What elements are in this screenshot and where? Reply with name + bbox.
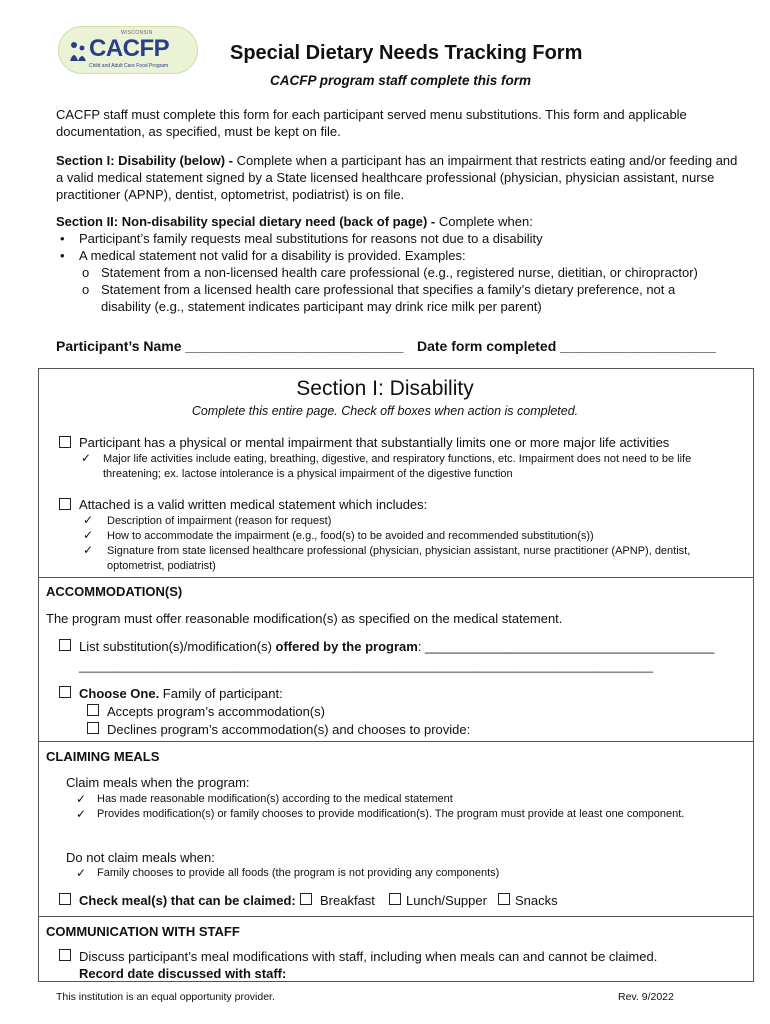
lunch-supper-label: Lunch/Supper	[406, 893, 487, 908]
sub-bullet-mark: o	[82, 282, 90, 297]
form-title: Special Dietary Needs Tracking Form	[230, 42, 583, 64]
check-meals-checkbox[interactable]	[59, 893, 71, 905]
statement-check: How to accommodate the impairment (e.g., food(s) to be avoided and recommended substitution(s))	[107, 530, 594, 542]
snacks-label: Snacks	[515, 893, 558, 908]
section2-intro-label: Section II	[56, 214, 114, 229]
section2-intro-text: Complete when:	[435, 214, 533, 229]
bullet-mark: •	[60, 231, 65, 246]
bullet-mark: •	[60, 248, 65, 263]
checkmark-icon: ✓	[76, 807, 87, 821]
not-claim-label: Do not claim meals when:	[66, 850, 215, 865]
section1-intro-label-rest: : Disability (below) -	[110, 153, 233, 168]
date-completed-field[interactable]: Date form completed ____________________	[417, 338, 716, 354]
logo-pretext: WISCONSIN	[121, 30, 153, 36]
claim-check: Provides modification(s) or family chooses to provide modification(s). The program must provide at least one component.	[97, 808, 685, 820]
claim-check: Has made reasonable modification(s) according to the medical statement	[97, 793, 453, 805]
section1-intro-label: Section I	[56, 153, 111, 168]
divider	[38, 741, 754, 742]
accommodation-heading: ACCOMMODATION(S)	[46, 584, 183, 599]
impairment-note: Major life activities include eating, breathing, digestive, and respiratory functions, etc. Impairment does not need to be life threatening; ex. lactose intolerance is a physical impairment of the digestive function	[103, 453, 692, 480]
choose-one-text: Family of participant:	[159, 686, 283, 701]
substitution-line[interactable]: : ________________________________________	[417, 639, 715, 654]
checkmark-icon: ✓	[76, 866, 87, 880]
sub-bullet-mark: o	[82, 265, 90, 280]
checkmark-icon: ✓	[83, 513, 94, 527]
section1-subtitle: Complete this entire page. Check off boxes when action is completed.	[191, 404, 579, 418]
section2-sub-bullet: Statement from a non-licensed health care professional (e.g., registered nurse, dietitian, or chiropractor)	[101, 265, 698, 280]
discuss-label: Discuss participant’s meal modifications with staff, including when meals can and cannot be claimed.	[79, 949, 658, 964]
discuss-checkbox[interactable]	[59, 949, 71, 961]
claim-when-label: Claim meals when the program:	[66, 775, 250, 790]
check-meals-label: Check meal(s) that can be claimed:	[79, 893, 296, 908]
checkmark-icon: ✓	[83, 543, 94, 557]
checkmark-icon: ✓	[76, 792, 87, 806]
section2-bullet: Participant’s family requests meal substitutions for reasons not due to a disability	[79, 231, 543, 246]
declines-label: Declines program’s accommodation(s) and chooses to provide:	[107, 722, 471, 737]
revision-date: Rev. 9/2022	[618, 991, 674, 1003]
impairment-label: Participant has a physical or mental impairment that substantially limits one or more major life activities	[79, 435, 670, 450]
divider	[38, 577, 754, 578]
checkmark-icon: ✓	[81, 451, 92, 465]
choose-one-label	[79, 685, 283, 702]
lunch-supper-checkbox[interactable]	[389, 893, 401, 905]
accepts-label: Accepts program’s accommodation(s)	[107, 704, 325, 719]
breakfast-label: Breakfast	[320, 893, 375, 908]
section2-intro	[56, 213, 746, 230]
intro-text: CACFP staff must complete this form for each participant served menu substitutions. This form and applicable documentation, as specified, must be kept on file.	[56, 107, 687, 139]
section1-intro-text: Complete when a participant has an impairment that restricts eating and/or feeding and a valid medical statement signed by a State licensed healthcare professional (physician, physician assistant, nurse practitioner (APNP), dentist, optometrist, podiatrist) is on file.	[56, 153, 738, 202]
footer-note: This institution is an equal opportunity provider.	[56, 991, 275, 1003]
section2-bullet: A medical statement not valid for a disability is provided. Examples:	[79, 248, 466, 263]
statement-check: Signature from state licensed healthcare professional (physician, physician assistant, nurse practitioner (APNP), dentist, optometrist, podiatrist)	[107, 545, 691, 572]
section2-intro-label-rest: : Non-disability special dietary need (back of page) -	[113, 214, 436, 229]
substitution-label-a: List substitution(s)/modification(s)	[79, 639, 276, 654]
logo-text: CACFP	[89, 35, 170, 62]
divider	[38, 916, 754, 917]
substitution-line-2[interactable]: ______________________________________________________________________________________	[79, 659, 653, 673]
section1-intro	[56, 152, 746, 203]
medical-statement-checkbox[interactable]	[59, 498, 71, 510]
claiming-heading: CLAIMING MEALS	[46, 749, 160, 764]
accommodation-text: The program must offer reasonable modification(s) as specified on the medical statement.	[46, 611, 563, 626]
choose-one-checkbox[interactable]	[59, 686, 71, 698]
medical-statement-label: Attached is a valid written medical statement which includes:	[79, 497, 428, 512]
logo-subtext: Child and Adult Care Food Program	[89, 63, 169, 69]
cacfp-logo	[58, 26, 198, 74]
communication-heading: COMMUNICATION WITH STAFF	[46, 924, 240, 939]
snacks-checkbox[interactable]	[498, 893, 510, 905]
family-icon	[69, 41, 87, 61]
breakfast-checkbox[interactable]	[300, 893, 312, 905]
substitution-checkbox[interactable]	[59, 639, 71, 651]
participant-name-field[interactable]: Participant’s Name ____________________________	[56, 338, 404, 354]
checkmark-icon: ✓	[83, 528, 94, 542]
substitution-label	[79, 638, 714, 655]
substitution-label-b: offered by the program	[275, 639, 418, 654]
statement-check: Description of impairment (reason for request)	[107, 515, 332, 527]
record-date-label[interactable]: Record date discussed with staff:	[79, 966, 287, 981]
accepts-checkbox[interactable]	[87, 704, 99, 716]
not-claim-check: Family chooses to provide all foods (the program is not providing any components)	[97, 867, 500, 879]
form-subtitle: CACFP program staff complete this form	[270, 73, 532, 88]
choose-one-bold: Choose One.	[79, 686, 160, 701]
impairment-checkbox[interactable]	[59, 436, 71, 448]
declines-checkbox[interactable]	[87, 722, 99, 734]
section2-sub-bullet: Statement from a licensed health care professional that specifies a family’s dietary preference, not a disability (e.g., statement indicates participant may drink rice milk per parent)	[101, 282, 676, 314]
section1-title: Section I: Disability	[296, 377, 474, 400]
